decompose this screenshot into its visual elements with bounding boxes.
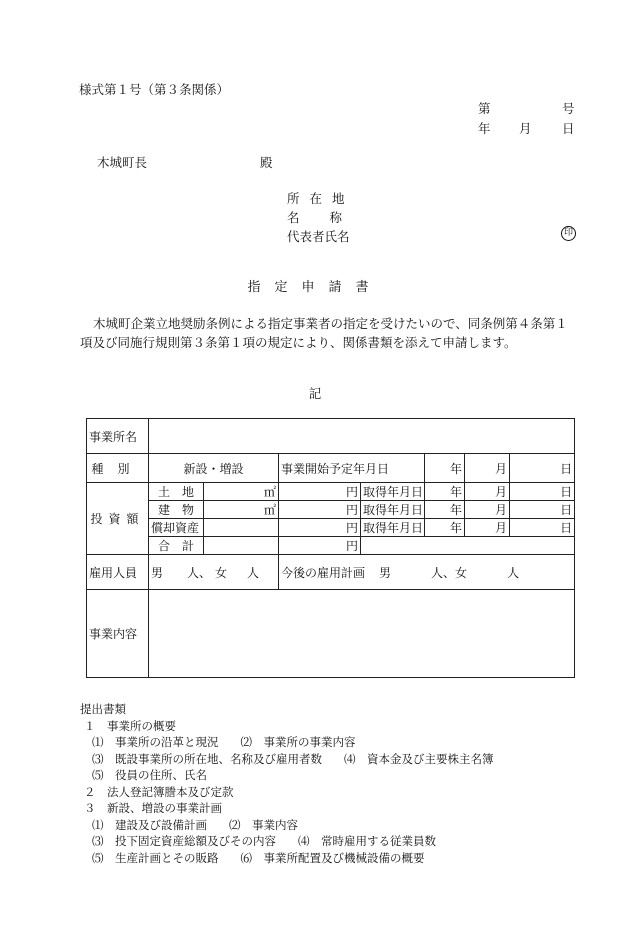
start-month: 月 [465,454,510,483]
applicant-name-label [287,208,342,226]
investment-label: 投資額 [87,483,149,555]
type-label: 種別 [87,454,149,483]
number-suffix: 号 [562,101,575,116]
representative-label: 代表者氏名 [287,229,350,244]
business-label: 事業内容 [87,590,149,678]
doc-item: ⑶ 投下固定資産総額及びその内容 ⑷ 常時雇用する従業員数 [92,834,436,848]
number-label: 第 [478,101,491,116]
total-empty [361,537,575,555]
date-month: 月 [519,121,532,136]
depreciable-amount[interactable]: 円 [279,519,361,537]
depreciable-label: 償却資産 [149,519,204,537]
ki-marker: 記 [308,386,322,401]
land-month: 月 [465,483,510,501]
depreciable-acquired-label: 取得年月日 [361,519,425,537]
applicant-address-label: 所在地 [287,191,355,206]
depreciable-year: 年 [425,519,465,537]
submission-documents [80,701,494,866]
doc-item: ⑸ 生産計画とその販路 ⑹ 事業所配置及び機械設備の概要 [92,850,425,865]
total-area[interactable] [204,537,279,555]
land-amount[interactable]: 円 [279,483,361,501]
depreciable-day: 日 [510,519,575,537]
doc-item: ３ 新設、増設の事業計画 [84,801,222,815]
form-number: 様式第１号（第３条関係） [79,82,230,97]
docs-heading: 提出書類 [80,702,126,716]
employees-future[interactable]: 今後の雇用計画 男 人、女 人 [279,555,575,590]
land-acquired-label: 取得年月日 [361,483,425,501]
doc-item: ⑸ 役員の住所、氏名 [92,768,207,782]
body-paragraph: 木城町企業立地奨励条例による指定事業者の指定を受けたいので、同条例第４条第１項及び同施行規則第３条第１項の規定により、関係書類を添えて申請します。 [80,316,568,350]
doc-item: ２ 法人登記簿謄本及び定款 [84,784,234,799]
start-year: 年 [425,454,465,483]
building-label: 建 物 [149,501,204,519]
seal-mark: 印 [561,226,576,241]
start-day: 日 [510,454,575,483]
building-area[interactable]: ㎡ [204,501,279,519]
document-title: 指定申請書 [247,280,383,295]
building-month: 月 [465,501,510,519]
building-day: 日 [510,501,575,519]
building-year: 年 [425,501,465,519]
start-date-label: 事業開始予定年月日 [279,454,425,483]
type-value: 新設・増設 [149,454,279,483]
employees-current[interactable]: 男 人、 女 人 [149,555,279,590]
name-label-2: 称 [329,210,343,225]
date-year: 年 [478,121,491,136]
addressee: 木城町長 [97,155,148,170]
honorific: 殿 [260,155,273,170]
building-acquired-label: 取得年月日 [361,501,425,519]
business-content-field[interactable] [149,590,575,678]
depreciable-area[interactable] [204,519,279,537]
land-area[interactable]: ㎡ [204,483,279,501]
name-label-1: 名 [287,210,300,225]
doc-item: ⑴ 事業所の沿革と現況 ⑵ 事業所の事業内容 [92,735,356,749]
doc-item: １ 事業所の概要 [84,718,176,733]
land-day: 日 [510,483,575,501]
application-table [86,418,575,678]
employees-label: 雇用人員 [87,555,149,590]
doc-item: ⑴ 建設及び設備計画 ⑵ 事業内容 [92,817,298,832]
land-label: 土 地 [149,483,204,501]
doc-item: ⑶ 既設事業所の所在地、名称及び雇用者数 ⑷ 資本金及び主要株主名簿 [92,751,494,766]
office-name-field[interactable] [149,419,575,454]
land-year: 年 [425,483,465,501]
building-amount[interactable]: 円 [279,501,361,519]
total-amount[interactable]: 円 [279,537,361,555]
office-name-label: 事業所名 [87,419,149,454]
total-label: 合 計 [149,537,204,555]
date-day: 日 [562,121,575,136]
depreciable-month: 月 [465,519,510,537]
